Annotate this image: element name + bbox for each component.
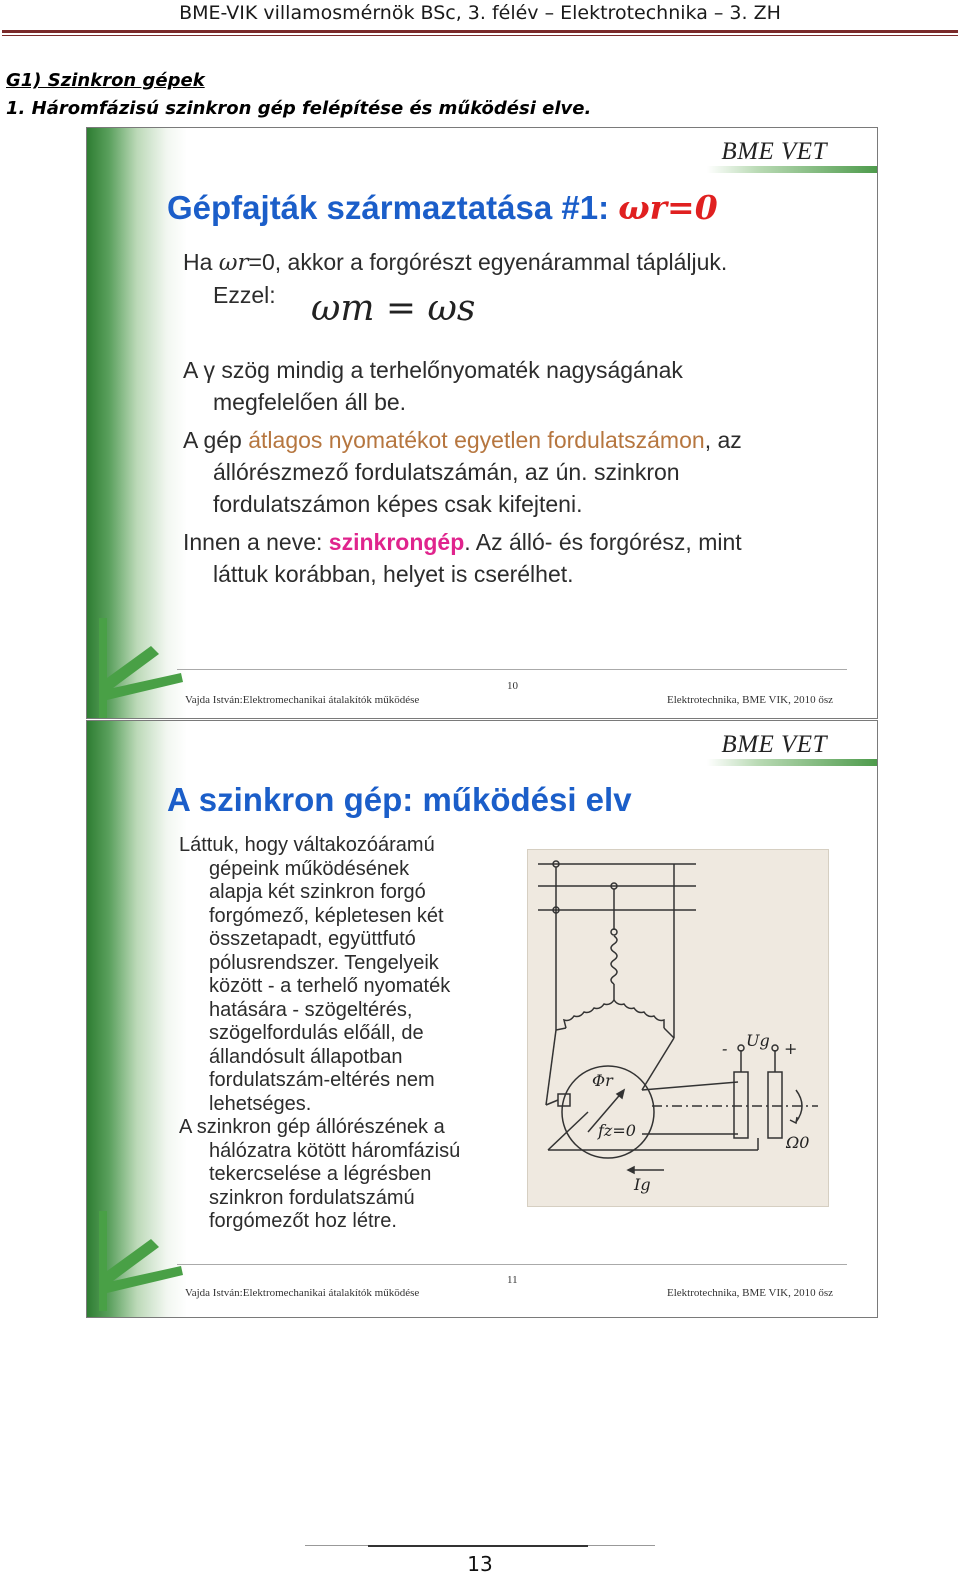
text-run: Ha (183, 249, 219, 275)
body-line: tekercselése a légrésben (209, 1163, 432, 1185)
slide-title-math: ωr=0 (618, 188, 718, 227)
text-run: , az (704, 427, 742, 453)
body-line: állórészmező fordulatszámán, az ún. szinkron (213, 459, 680, 485)
slide-title (167, 188, 718, 227)
slide-10 (86, 127, 878, 719)
slide-footer-course: Elektrotechnika, BME VIK, 2010 ősz (667, 694, 833, 706)
diagram-label-plus: + (784, 1039, 798, 1058)
body-line: Ezzel: (213, 282, 276, 308)
diagram-label-omega0: Ω0 (786, 1133, 810, 1152)
body-line: állandósult állapotban (209, 1045, 403, 1068)
logo-bar (707, 166, 877, 173)
header-rule-thin (2, 35, 958, 36)
body-line: gépeink működésének (209, 857, 410, 880)
body-line: Láttuk, hogy váltakozóáramú (179, 834, 435, 856)
body-line: között - a terhelő nyomaték (209, 975, 451, 997)
page-number: 13 (467, 1552, 493, 1576)
formula: ωm = ωs (311, 288, 476, 329)
text-run: . Az álló- és forgórész, mint (464, 529, 742, 555)
diagram-label-ig: Ig (634, 1175, 651, 1194)
slide-body (179, 834, 460, 1234)
slide-title: A szinkron gép: működési elv (167, 781, 632, 818)
header-rule (2, 30, 958, 33)
slide-number: 10 (507, 680, 518, 692)
body-line: megfelelően áll be. (213, 389, 407, 415)
bme-vet-logo: BME VET (721, 731, 827, 758)
math-run: ωr (218, 250, 249, 276)
diagram-label-fz: fz=0 (598, 1121, 636, 1140)
text-run: =0, akkor a forgórészt egyenárammal tápláljuk. (248, 249, 728, 275)
body-line: hálózatra kötött háromfázisú (209, 1139, 461, 1162)
body-line: láttuk korábban, helyet is cserélhet. (213, 561, 574, 587)
body-line: A γ szög mindig a terhelőnyomaték nagyságának (183, 357, 683, 383)
diagram-label-minus: - (722, 1039, 728, 1058)
body-line: szinkron fordulatszámú (209, 1186, 415, 1209)
body-line: fordulatszám-eltérés nem (209, 1069, 435, 1091)
body-line: forgómező, képletesen két (209, 904, 444, 927)
bme-vet-logo: BME VET (721, 138, 827, 165)
body-line (183, 246, 727, 279)
slide-footer-rule (177, 1264, 847, 1265)
highlight-text: szinkrongép (328, 529, 465, 555)
page-footer-rule-dark (368, 1545, 588, 1547)
body-line: szögelfordulás előáll, de (209, 1022, 424, 1044)
body-line: forgómezőt hoz létre. (209, 1210, 397, 1232)
body-line: pólusrendszer. Tengelyeik (209, 951, 439, 974)
body-line: fordulatszámon képes csak kifejteni. (213, 491, 583, 517)
text-run: Innen a neve: (183, 529, 329, 555)
slide-11 (86, 720, 878, 1318)
diagram-drawing (528, 850, 828, 1206)
text-run: A gép (183, 427, 249, 453)
slide-footer-author: Vajda István:Elektromechanikai átalakítók működése (185, 694, 420, 706)
logo-bar (707, 759, 877, 766)
body-line: lehetséges. (209, 1092, 312, 1115)
body-line (183, 424, 742, 456)
slide-body-2 (183, 354, 742, 590)
slide-footer-rule (177, 669, 847, 670)
section-title: G1) Szinkron gépek (6, 70, 205, 91)
slide-number: 11 (507, 1274, 518, 1286)
diagram-label-phi: Φr (592, 1071, 613, 1090)
slide-title-text: Gépfajták származtatása #1: (167, 189, 619, 226)
diagram-label-ug: Ug (746, 1031, 770, 1050)
body-line: összetapadt, együttfutó (209, 928, 416, 950)
subsection-title: 1. Háromfázisú szinkron gép felépítése és működési elve. (6, 98, 592, 119)
page-header: BME-VIK villamosmérnök BSc, 3. félév – Elektrotechnika – 3. ZH (179, 2, 781, 24)
body-line: hatására - szögeltérés, (209, 998, 413, 1021)
slide-footer-course: Elektrotechnika, BME VIK, 2010 ősz (667, 1287, 833, 1299)
body-line: A szinkron gép állórészének a (179, 1116, 445, 1138)
body-line (183, 526, 742, 558)
synchronous-machine-diagram (527, 849, 829, 1207)
body-line: alapja két szinkron forgó (209, 881, 426, 903)
slide-footer-author: Vajda István:Elektromechanikai átalakítók működése (185, 1287, 420, 1299)
highlight-text: átlagos nyomatékot egyetlen fordulatszámon (248, 427, 705, 453)
